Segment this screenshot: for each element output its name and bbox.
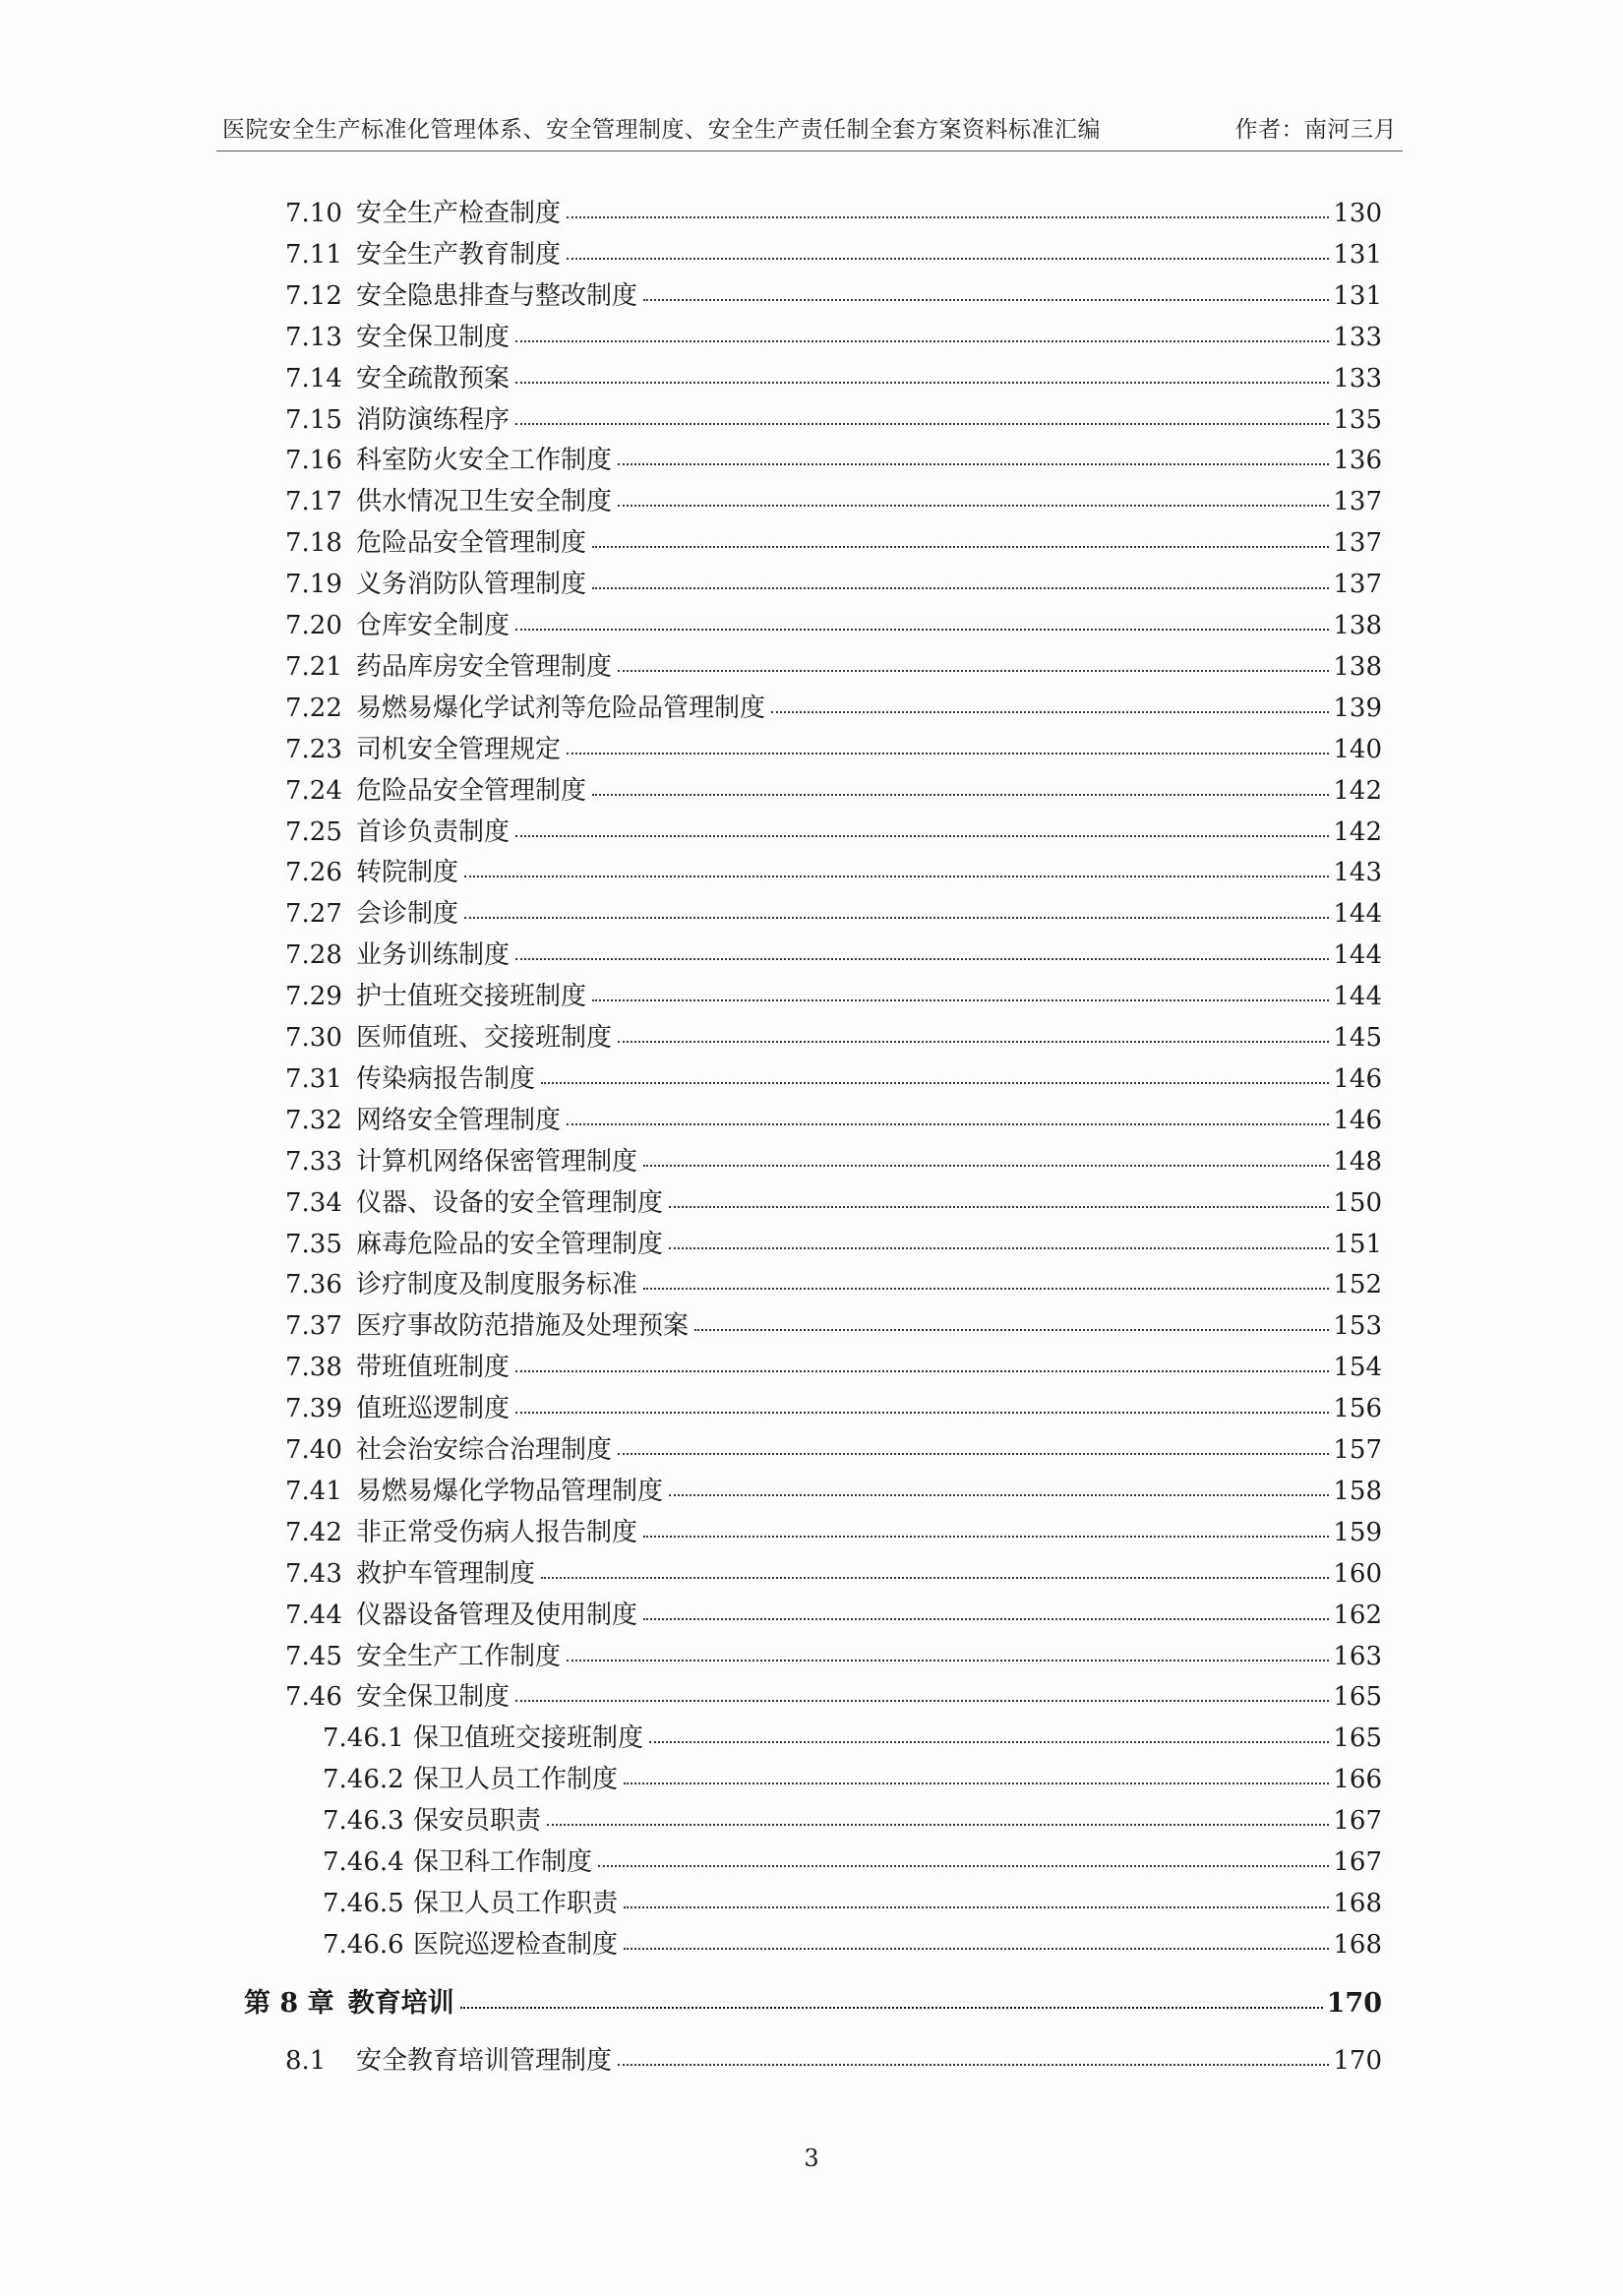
toc-entry-number: 7.45 — [285, 1641, 342, 1671]
toc-entry-page: 148 — [1333, 1146, 1382, 1177]
toc-entry-page: 146 — [1333, 1063, 1382, 1094]
toc-entry-number: 7.25 — [285, 816, 342, 847]
toc-entry-page: 131 — [1333, 239, 1382, 270]
toc-entry-number: 7.34 — [285, 1187, 342, 1218]
dot-leader — [771, 686, 1329, 713]
toc-entry-number: 7.18 — [285, 528, 342, 559]
toc-entry-number: 7.46.1 — [323, 1723, 404, 1754]
toc-entry[interactable] — [285, 234, 1382, 271]
toc-entry-number: 7.21 — [285, 651, 342, 682]
toc-entry-page: 152 — [1333, 1270, 1382, 1300]
toc-entry-number: 7.35 — [285, 1229, 342, 1259]
dot-leader — [694, 1303, 1329, 1331]
toc-entry-number: 7.46.2 — [323, 1765, 404, 1795]
toc-entry-number: 7.24 — [285, 775, 342, 806]
toc-entry-number: 7.10 — [285, 199, 342, 228]
toc-entry-page: 163 — [1333, 1641, 1382, 1671]
toc-entry-page: 144 — [1333, 982, 1382, 1012]
toc-entry[interactable] — [285, 1182, 1382, 1219]
toc-entry-number: 8.1 — [285, 2045, 327, 2076]
toc-entry-page: 138 — [1333, 611, 1382, 640]
toc-entry-title: 值班巡逻制度 — [356, 1394, 511, 1424]
toc-entry[interactable] — [285, 317, 1382, 353]
toc-entry-title: 救护车管理制度 — [356, 1558, 536, 1589]
toc-entry-title: 义务消防队管理制度 — [356, 570, 587, 600]
running-header — [222, 111, 1397, 144]
toc-entry[interactable] — [285, 812, 1382, 848]
toc-entry-title: 诊疗制度及制度服务标准 — [356, 1270, 638, 1300]
dot-leader — [567, 1634, 1329, 1662]
toc-entry-page: 154 — [1333, 1353, 1382, 1383]
dot-leader — [643, 1139, 1329, 1167]
toc-entry[interactable] — [285, 1553, 1382, 1590]
dot-leader — [592, 974, 1329, 1001]
toc-entry-page: 146 — [1333, 1105, 1382, 1135]
dot-leader — [464, 850, 1329, 877]
toc-entry-page: 151 — [1333, 1229, 1382, 1259]
toc-entry-title: 医疗事故防范措施及处理预案 — [356, 1311, 690, 1342]
toc-entry-title: 供水情况卫生安全制度 — [356, 487, 613, 517]
dot-leader — [618, 644, 1329, 672]
dot-leader — [598, 1840, 1329, 1867]
dot-leader — [592, 768, 1329, 796]
toc-entry[interactable] — [285, 1388, 1382, 1424]
toc-entry[interactable] — [323, 1759, 1382, 1795]
toc-entry-number: 7.38 — [285, 1353, 342, 1383]
toc-entry[interactable] — [285, 1676, 1382, 1713]
toc-entry-page: 158 — [1333, 1476, 1382, 1506]
toc-entry[interactable] — [285, 193, 1382, 229]
toc-chapter-entry[interactable] — [244, 1981, 1382, 2020]
toc-entry-number: 7.30 — [285, 1023, 342, 1053]
toc-entry-title: 安全生产工作制度 — [356, 1641, 562, 1671]
toc-entry[interactable] — [285, 893, 1382, 930]
toc-entry-page: 143 — [1333, 858, 1382, 888]
toc-entry-page: 131 — [1333, 280, 1382, 311]
dot-leader — [460, 1980, 1323, 2009]
toc-entry-number: 7.42 — [285, 1517, 342, 1547]
toc-entry[interactable] — [285, 522, 1382, 559]
toc-entry-number: 7.11 — [285, 239, 342, 270]
toc-entry-page: 142 — [1333, 775, 1382, 806]
toc-entry-number: 7.39 — [285, 1394, 342, 1424]
toc-entry[interactable] — [285, 1264, 1382, 1300]
dot-leader — [618, 1427, 1329, 1455]
toc-entry-page: 170 — [1333, 2045, 1382, 2076]
dot-leader — [624, 1881, 1329, 1908]
toc-entry-title: 教育培训 — [347, 1987, 454, 2019]
toc-entry-title: 医师值班、交接班制度 — [356, 1023, 613, 1053]
toc-entry[interactable] — [285, 688, 1382, 724]
toc-entry-number: 7.46 — [285, 1682, 342, 1713]
toc-entry-page: 140 — [1333, 734, 1382, 764]
toc-entry[interactable] — [285, 1305, 1382, 1342]
toc-entry[interactable] — [285, 440, 1382, 476]
toc-entry-number: 7.22 — [285, 693, 342, 723]
toc-entry-title: 易燃易爆化学试剂等危险品管理制度 — [356, 693, 766, 723]
toc-entry-number: 7.16 — [285, 446, 342, 476]
dot-leader — [515, 1345, 1329, 1372]
toc-entry[interactable] — [285, 2040, 1382, 2077]
toc-entry-title: 麻毒危险品的安全管理制度 — [356, 1229, 664, 1259]
toc-entry-page: 137 — [1333, 487, 1382, 517]
toc-entry-page: 137 — [1333, 570, 1382, 600]
toc-entry-page: 144 — [1333, 899, 1382, 930]
toc-entry-page: 166 — [1333, 1765, 1382, 1795]
toc-entry-title: 保卫人员工作制度 — [413, 1765, 619, 1795]
toc-entry-page: 138 — [1333, 651, 1382, 682]
dot-leader — [618, 479, 1329, 507]
toc-entry[interactable] — [285, 852, 1382, 888]
toc-entry-title: 网络安全管理制度 — [356, 1105, 562, 1135]
toc-entry-page: 145 — [1333, 1023, 1382, 1053]
toc-entry[interactable] — [285, 646, 1382, 683]
toc-entry-title: 消防演练程序 — [356, 404, 511, 435]
toc-entry-number: 7.27 — [285, 899, 342, 930]
toc-entry[interactable] — [285, 564, 1382, 600]
toc-entry-number: 7.17 — [285, 487, 342, 517]
dot-leader — [618, 438, 1329, 465]
toc-entry-title: 转院制度 — [356, 858, 459, 888]
toc-entry[interactable] — [285, 1141, 1382, 1178]
toc-entry-number: 7.14 — [285, 363, 342, 393]
toc-entry-title: 社会治安综合治理制度 — [356, 1435, 613, 1465]
toc-entry[interactable] — [285, 976, 1382, 1012]
dot-leader — [547, 1798, 1329, 1826]
dot-leader — [669, 1180, 1329, 1208]
dot-leader — [624, 1757, 1329, 1784]
toc-entry[interactable] — [285, 1636, 1382, 1672]
toc-entry[interactable] — [285, 1595, 1382, 1631]
toc-entry-page: 156 — [1333, 1394, 1382, 1424]
dot-leader — [592, 520, 1329, 548]
toc-entry-title: 安全保卫制度 — [356, 322, 511, 352]
toc-entry-title: 易燃易爆化学物品管理制度 — [356, 1476, 664, 1506]
toc-entry-page: 168 — [1333, 1888, 1382, 1918]
toc-entry[interactable] — [285, 275, 1382, 312]
toc-entry-page: 160 — [1333, 1558, 1382, 1589]
toc-entry-page: 167 — [1333, 1806, 1382, 1837]
toc-entry-page: 167 — [1333, 1847, 1382, 1877]
toc-entry[interactable] — [285, 1058, 1382, 1095]
toc-entry-page: 133 — [1333, 363, 1382, 393]
toc-entry-page: 142 — [1333, 816, 1382, 847]
toc-entry-number: 7.43 — [285, 1558, 342, 1589]
dot-leader — [515, 603, 1329, 631]
toc-entry-title: 仪器、设备的安全管理制度 — [356, 1187, 664, 1218]
dot-leader — [541, 1057, 1329, 1084]
toc-entry-title: 仪器设备管理及使用制度 — [356, 1600, 638, 1630]
toc-entry[interactable] — [323, 1924, 1382, 1961]
toc-entry-title: 安全生产教育制度 — [356, 239, 562, 270]
toc-entry-number: 7.15 — [285, 404, 342, 435]
toc-entry[interactable] — [285, 358, 1382, 394]
toc-entry-page: 153 — [1333, 1311, 1382, 1342]
toc-entry-title: 保卫值班交接班制度 — [413, 1723, 644, 1754]
dot-leader — [464, 891, 1329, 919]
toc-entry-number: 7.46.5 — [323, 1888, 404, 1918]
toc-entry[interactable] — [285, 1429, 1382, 1466]
toc-entry-title: 安全教育培训管理制度 — [356, 2045, 613, 2076]
dot-leader — [515, 933, 1329, 960]
toc-entry-title: 危险品安全管理制度 — [356, 775, 587, 806]
toc-entry-page: 162 — [1333, 1600, 1382, 1630]
toc-entry-number: 7.46.6 — [323, 1929, 404, 1960]
toc-entry-page: 135 — [1333, 404, 1382, 435]
dot-leader — [515, 1386, 1329, 1414]
header-title: 医院安全生产标准化管理体系、安全管理制度、安全生产责任制全套方案资料标准汇编 — [222, 117, 1101, 143]
toc-entry-page: 133 — [1333, 322, 1382, 352]
toc-entry-page: 165 — [1333, 1682, 1382, 1713]
toc-entry-number: 7.33 — [285, 1146, 342, 1177]
toc-entry-title: 首诊负责制度 — [356, 816, 511, 847]
dot-leader — [643, 1510, 1329, 1538]
toc-entry-page: 165 — [1333, 1723, 1382, 1754]
dot-leader — [515, 810, 1329, 837]
toc-entry[interactable] — [285, 1471, 1382, 1507]
toc-entry-title: 业务训练制度 — [356, 940, 511, 971]
toc-entry-title: 安全生产检查制度 — [356, 199, 562, 228]
toc-entry-title: 安全保卫制度 — [356, 1682, 511, 1713]
dot-leader — [515, 1674, 1329, 1702]
dot-leader — [567, 727, 1329, 755]
toc-entry-page: 130 — [1333, 199, 1382, 228]
toc-entry-number: 7.44 — [285, 1600, 342, 1630]
toc-entry-number: 7.37 — [285, 1311, 342, 1342]
toc-entry-number: 7.36 — [285, 1270, 342, 1300]
toc-entry[interactable] — [323, 1883, 1382, 1919]
toc-entry-number: 7.28 — [285, 940, 342, 971]
dot-leader — [567, 232, 1329, 260]
toc-entry-number: 7.12 — [285, 280, 342, 311]
toc-entry[interactable] — [285, 605, 1382, 641]
toc-entry-number: 7.19 — [285, 570, 342, 600]
toc-entry-number: 7.26 — [285, 858, 342, 888]
dot-leader — [618, 2038, 1329, 2066]
toc-entry-title: 药品库房安全管理制度 — [356, 651, 613, 682]
toc-entry[interactable] — [323, 1800, 1382, 1837]
toc-entry-number: 7.41 — [285, 1476, 342, 1506]
dot-leader — [515, 315, 1329, 342]
dot-leader — [592, 562, 1329, 589]
toc-entry-title: 传染病报告制度 — [356, 1063, 536, 1094]
dot-leader — [618, 1015, 1329, 1043]
toc-entry-number: 7.46.4 — [323, 1847, 404, 1877]
toc-entry[interactable] — [323, 1718, 1382, 1754]
toc-entry-title: 安全隐患排查与整改制度 — [356, 280, 638, 311]
toc-entry-number: 7.32 — [285, 1105, 342, 1135]
toc-entry-page: 168 — [1333, 1929, 1382, 1960]
toc-entry[interactable] — [285, 935, 1382, 971]
toc-entry-page: 170 — [1326, 1987, 1382, 2019]
toc-entry-title: 护士值班交接班制度 — [356, 982, 587, 1012]
toc-entry[interactable] — [285, 1100, 1382, 1136]
toc-entry-number: 7.31 — [285, 1063, 342, 1094]
dot-leader — [649, 1716, 1329, 1743]
toc-entry-number: 第 8 章 — [244, 1987, 334, 2019]
page-number: 3 — [804, 2145, 819, 2172]
toc-entry-title: 科室防火安全工作制度 — [356, 446, 613, 476]
toc-entry[interactable] — [323, 1842, 1382, 1878]
dot-leader — [624, 1922, 1329, 1950]
dot-leader — [541, 1551, 1329, 1579]
toc-entry-page: 150 — [1333, 1187, 1382, 1218]
toc-entry-title: 保卫科工作制度 — [413, 1847, 593, 1877]
toc-entry-number: 7.13 — [285, 322, 342, 352]
dot-leader — [643, 1593, 1329, 1620]
toc-entry[interactable] — [285, 481, 1382, 517]
toc-entry-page: 136 — [1333, 446, 1382, 476]
toc-entry-page: 159 — [1333, 1517, 1382, 1547]
toc-entry-title: 医院巡逻检查制度 — [413, 1929, 619, 1960]
toc-entry[interactable] — [285, 770, 1382, 807]
toc-entry[interactable] — [285, 399, 1382, 436]
dot-leader — [515, 397, 1329, 425]
dot-leader — [643, 273, 1329, 301]
toc-entry-number: 7.20 — [285, 611, 342, 640]
toc-entry-title: 司机安全管理规定 — [356, 734, 562, 764]
toc-entry-title: 保卫人员工作职责 — [413, 1888, 619, 1918]
toc-entry[interactable] — [285, 1512, 1382, 1548]
toc-entry-title: 保安员职责 — [413, 1806, 542, 1837]
toc-entry-title: 带班值班制度 — [356, 1353, 511, 1383]
dot-leader — [669, 1469, 1329, 1496]
toc-entry-number: 7.29 — [285, 982, 342, 1012]
dot-leader — [515, 356, 1329, 384]
toc-entry-number: 7.23 — [285, 734, 342, 764]
toc-entry-title: 计算机网络保密管理制度 — [356, 1146, 638, 1177]
toc-entry-page: 144 — [1333, 940, 1382, 971]
toc-entry-page: 139 — [1333, 693, 1382, 723]
toc-entry[interactable] — [285, 729, 1382, 765]
toc-entry-number: 7.46.3 — [323, 1806, 404, 1837]
toc-entry[interactable] — [285, 1017, 1382, 1054]
toc-entry-title: 非正常受伤病人报告制度 — [356, 1517, 638, 1547]
dot-leader — [643, 1262, 1329, 1290]
toc-entry-title: 危险品安全管理制度 — [356, 528, 587, 559]
dot-leader — [567, 191, 1329, 218]
toc-entry[interactable] — [285, 1347, 1382, 1383]
header-author: 作者：南河三月 — [1234, 117, 1397, 143]
toc-entry-title: 会诊制度 — [356, 899, 459, 930]
dot-leader — [567, 1098, 1329, 1125]
toc-entry-page: 137 — [1333, 528, 1382, 559]
toc-entry-title: 安全疏散预案 — [356, 363, 511, 393]
toc-entry[interactable] — [285, 1224, 1382, 1260]
toc-entry-number: 7.40 — [285, 1435, 342, 1465]
toc-entry-page: 157 — [1333, 1435, 1382, 1465]
dot-leader — [669, 1222, 1329, 1249]
toc-entry-title: 仓库安全制度 — [356, 611, 511, 640]
